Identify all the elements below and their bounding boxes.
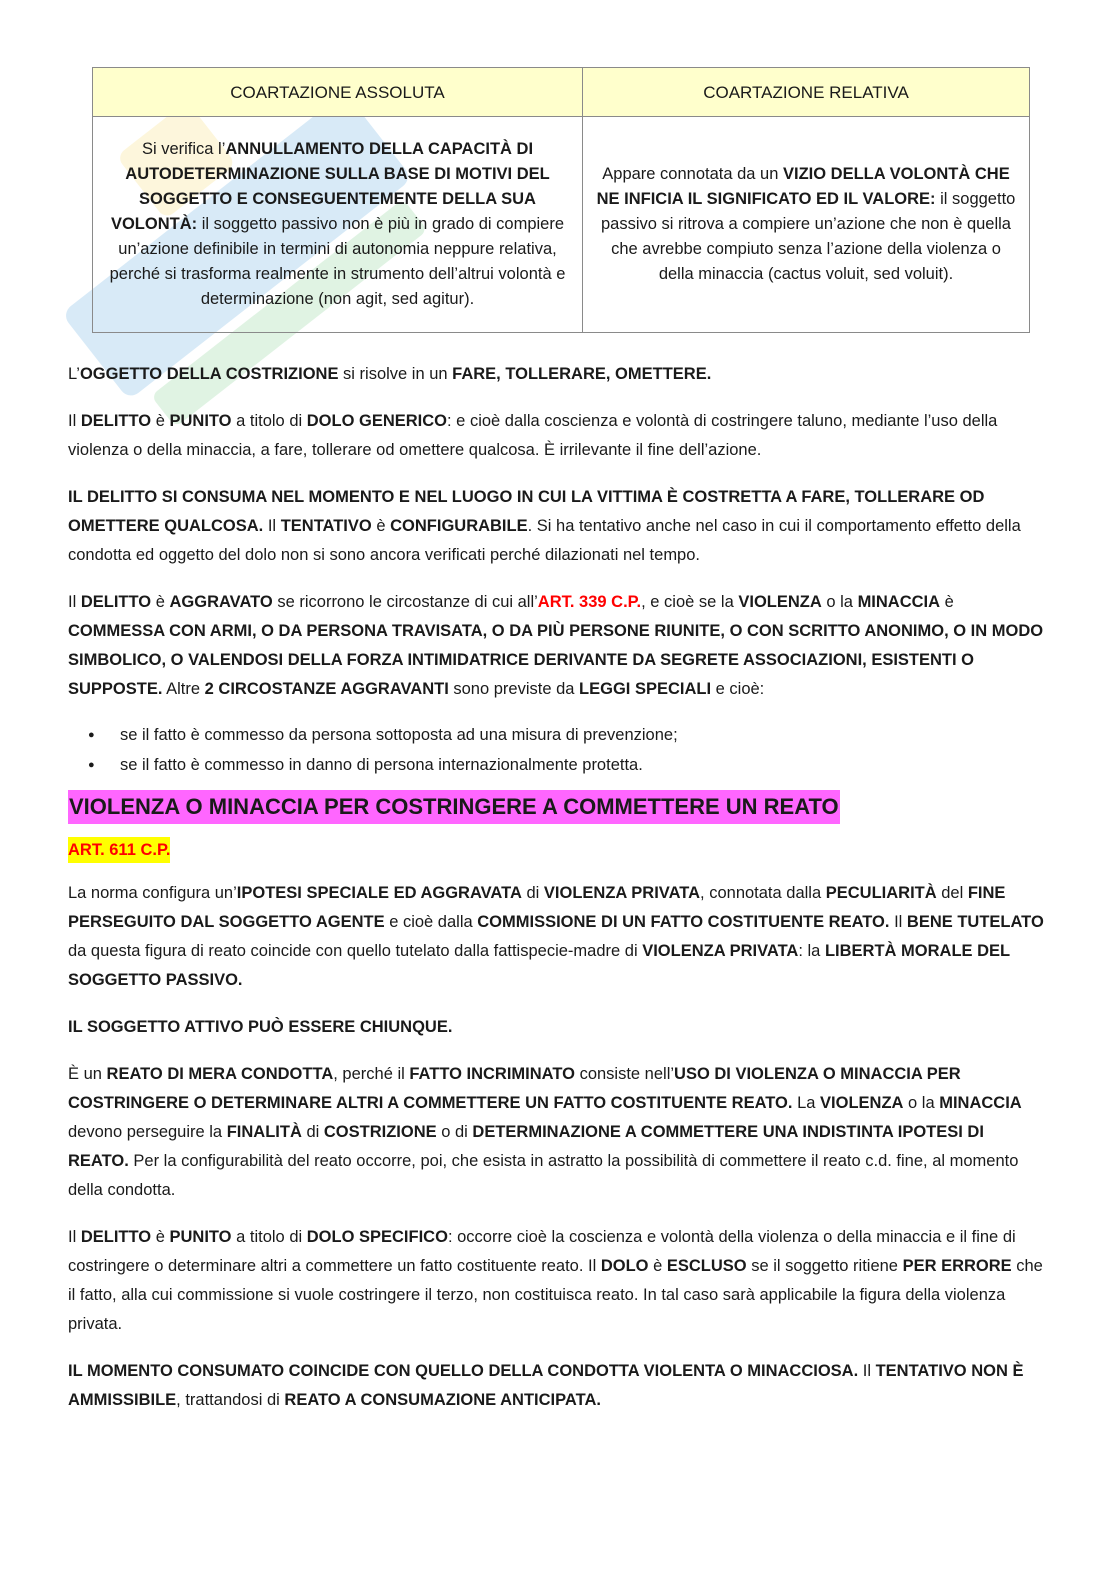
paragraph-momento-consumato: IL MOMENTO CONSUMATO COINCIDE CON QUELLO DELLA CONDOTTA VIOLENTA O MINACCIOSA. Il TENTATIVO NON È AMMISSIBILE, trattandosi di REATO A CONSUMAZIONE ANTICIPATA.: [68, 1362, 1024, 1409]
table-header-row: [93, 68, 1030, 117]
paragraph-reato-condotta: È un REATO DI MERA CONDOTTA, perché il FATTO INCRIMINATO consiste nell’USO DI VIOLENZA O MINACCIA PER COSTRINGERE O DETERMINARE ALTRI A COMMETTERE UN FATTO COSTITUENTE REATO. La VIOLENZA o la MINACCIA devono perseguire la FINALITÀ di COSTRIZIONE o di DETERMINAZIONE A COMMETTERE UNA INDISTINTA IPOTESI DI REATO. Per la configurabilità del reato occorre, poi, che esista in astratto la possibilità di commettere il reato c.d. fine, al momento della condotta.: [68, 1065, 1022, 1199]
comparison-table: [92, 67, 1030, 333]
article-reference: ART. 339 C.P.: [537, 593, 642, 611]
document-body: [68, 356, 1048, 1415]
cell-coartazione-assoluta: Si verifica l’ANNULLAMENTO DELLA CAPACITÀ DI AUTODETERMINAZIONE SULLA BASE DI MOTIVI DEL SOGGETTO E CONSEGUENTEMENTE DELLA SUA VOLONTÀ: il soggetto passivo non è più in grado di compiere un’azione definibile in termini di autonomia neppure relativa, perché si trasforma realmente in strumento dell’altrui volontà e determinazione (non agit, sed agitur).: [93, 117, 583, 333]
section-heading: VIOLENZA O MINACCIA PER COSTRINGERE A COMMETTERE UN REATO: [68, 790, 840, 824]
list-item: ● se il fatto è commesso in danno di persona internazionalmente protetta.: [120, 750, 1048, 780]
paragraph-consumazione: IL DELITTO SI CONSUMA NEL MOMENTO E NEL LUOGO IN CUI LA VITTIMA È COSTRETTA A FARE, TOLLERARE OD OMETTERE QUALCOSA. Il TENTATIVO è CONFIGURABILE. Si ha tentativo anche nel caso in cui il comportamento effetto della condotta ed oggetto del dolo non si sono ancora verificati perché dilazionati nel tempo.: [68, 488, 1021, 564]
paragraph-dolo-specifico: Il DELITTO è PUNITO a titolo di DOLO SPECIFICO: occorre cioè la coscienza e volontà della violenza o della minaccia e il fine di costringere o determinare altri a commettere un fatto costituente reato. Il DOLO è ESCLUSO se il soggetto ritiene PER ERRORE che il fatto, alla cui commissione si vuole costringere il terzo, non costituisca reato. In tal caso sarà applicabile la figura della violenza privata.: [68, 1228, 1043, 1333]
list-item: ● se il fatto è commesso da persona sottoposta ad una misura di prevenzione;: [120, 720, 1048, 750]
header-coartazione-assoluta: COARTAZIONE ASSOLUTA: [93, 68, 583, 117]
paragraph-dolo-generico: Il DELITTO è PUNITO a titolo di DOLO GENERICO: e cioè dalla coscienza e volontà di costringere taluno, mediante l’uso della violenza o della minaccia, a fare, tollerare od omettere qualcosa. È irrilevante il fine dell’azione.: [68, 412, 998, 459]
table-row: [93, 117, 1030, 333]
paragraph-aggravanti: Il DELITTO è AGGRAVATO se ricorrono le circostanze di cui all’ART. 339 C.P., e cioè se la VIOLENZA o la MINACCIA è COMMESSA CON ARMI, O DA PERSONA TRAVISATA, O DA PIÙ PERSONE RIUNITE, O CON SCRITTO ANONIMO, O IN MODO SIMBOLICO, O VALENDOSI DELLA FORZA INTIMIDATRICE DERIVANTE DA SEGRETE ASSOCIAZIONI, ESISTENTI O SUPPOSTE. Altre 2 CIRCOSTANZE AGGRAVANTI sono previste da LEGGI SPECIALI e cioè:: [68, 593, 1044, 698]
paragraph-soggetto-attivo: IL SOGGETTO ATTIVO PUÒ ESSERE CHIUNQUE.: [68, 1018, 453, 1036]
article-label: ART. 611 C.P.: [68, 837, 170, 863]
bullet-list: [68, 720, 1048, 780]
paragraph-norma: La norma configura un’IPOTESI SPECIALE ED AGGRAVATA di VIOLENZA PRIVATA, connotata dalla PECULIARITÀ del FINE PERSEGUITO DAL SOGGETTO AGENTE e cioè dalla COMMISSIONE DI UN FATTO COSTITUENTE REATO. Il BENE TUTELATO da questa figura di reato coincide con quello tutelato dalla fattispecie-madre di VIOLENZA PRIVATA: la LIBERTÀ MORALE DEL SOGGETTO PASSIVO.: [68, 884, 1044, 989]
cell-coartazione-relativa: Appare connotata da un VIZIO DELLA VOLONTÀ CHE NE INFICIA IL SIGNIFICATO ED IL VALORE: il soggetto passivo si ritrova a compiere un’azione che non è quella che avrebbe compiuto senza l’azione della violenza o della minaccia (cactus voluit, sed voluit).: [583, 117, 1030, 333]
header-coartazione-relativa: COARTAZIONE RELATIVA: [583, 68, 1030, 117]
paragraph-oggetto: L’OGGETTO DELLA COSTRIZIONE si risolve in un FARE, TOLLERARE, OMETTERE.: [68, 365, 712, 383]
